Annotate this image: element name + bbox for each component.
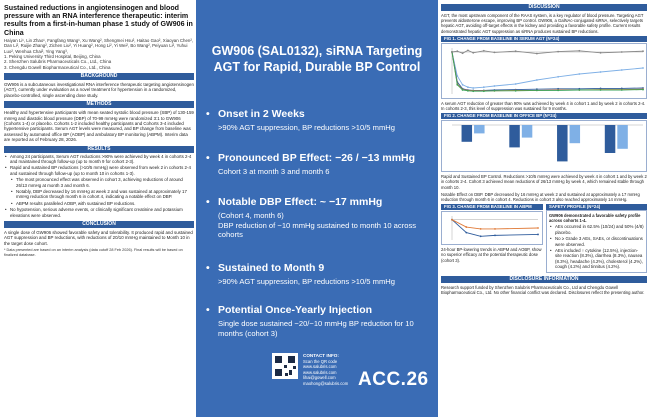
contact-line[interactable]: www.salubris.com	[303, 364, 337, 370]
fig3-chart	[441, 211, 543, 245]
fig3-text: 24-hour BP-lowering trends in ABPM and AOBP, show no superior efficacy at the potential therapeutic dose (cohort 3).	[441, 247, 542, 263]
series-line	[452, 52, 643, 91]
fig1-text: A serum AGT reduction of greater than 90% was achieved by week 4 in cohort 1 and by week 2 in cohorts 2-4. In cohorts 2-3, this level of suppression was sustained for 9 months.	[441, 100, 646, 112]
key-point-heading: • Onset in 2 Weeks	[206, 108, 432, 120]
results-heading: RESULTS	[4, 146, 194, 153]
data-point	[494, 85, 496, 87]
series-line	[452, 52, 643, 88]
fig3-heading: FIG 3. CHANGE FROM BASELINE IN ABPM	[441, 204, 543, 210]
data-point	[642, 67, 644, 69]
disclosure-heading: DISCLOSURE INFORMATION	[441, 276, 647, 283]
conference-logo: ACC.26	[358, 369, 429, 390]
fig2-heading: FIG 2. CHANGE FROM BASELINE IN OFFICE BP (N=24)	[441, 113, 647, 119]
safety-column	[546, 204, 647, 272]
author-list: Haiyan Li¹, Lin Zhao¹, Fangfang Wang¹, Xu Wang², Shengmei Hsu², Haitao Gao², Xiaoyan Chen², Dan Li², Ruijie Zhang², Zichen Liu², Yi Huang², Hong Li², Yi Wei², Bo Wang², Peiyuan Li², Yuhui Luo², Wenhua Chai², Ying Yang³,	[4, 37, 194, 54]
key-point-detail: (Cohort 4, month 6) DBP reduction of −10 mmHg sustained to month 10 across cohorts	[218, 211, 417, 240]
data-point	[621, 51, 623, 53]
data-point	[557, 89, 559, 91]
key-point-detail: >90% AGT suppression, BP reductions >10/5 mmHg	[218, 277, 396, 286]
data-point	[456, 84, 458, 86]
affiliation-1: 1. Peking University Third Hospital, Beijing, China	[4, 54, 101, 60]
data-point	[621, 69, 623, 71]
key-point-4	[206, 262, 432, 287]
safety-item: • AEs included ↑ cytokine (12.5%), injection-site reaction (8.3%), diarrhea (8.3%), nausea (8.3%), headache (4.2%), cholesterol (4.2%), cough (4.2%) and tinnitus (4.2%).	[549, 248, 644, 270]
data-point	[642, 50, 644, 52]
discussion-heading: DISCUSSION	[441, 4, 647, 11]
fig2-text-dbp: Notable Effect on DBP. DBP decreased by 16 mmHg at week 2 and sustained at approximately a 17 mmHg reduction through month 6 in cohort 4. Reductions in cohort 3 also reached approximately 14 mmHg.	[441, 191, 640, 203]
data-point	[642, 89, 644, 91]
data-point	[515, 50, 517, 52]
data-point	[465, 226, 467, 228]
data-point	[494, 235, 496, 237]
conclusion-heading: CONCLUSION	[4, 221, 194, 228]
bottom-row	[441, 204, 647, 272]
key-point-1	[206, 108, 432, 133]
data-point	[467, 90, 469, 92]
data-point	[451, 219, 453, 221]
key-findings-panel	[196, 0, 438, 417]
bar	[617, 125, 628, 149]
fig2-text: Rapid and Sustained BP Control. Reductions >10/5 mmHg were achieved by week 4 in cohort 1 and by week 2 in cohorts 2-4. Cohort 3 achieved mean reductions of 26/13 mmHg by week 4, which remained stable through month 10.	[441, 174, 647, 190]
result-subitem: • Notably, DBP decreased by 16 mmHg at week 2 and was sustained at approximately 17 mmHg reduction through month 6 in cohort 4, indicating a notable effect on DBP.	[4, 189, 194, 200]
data-point	[557, 51, 559, 53]
result-subitem: • The most pronounced effect was observed in cohort 3, achieving reductions of around 26/13 mmHg at month 3 and month 6.	[4, 177, 194, 188]
key-point-5	[206, 304, 432, 338]
footnotes: * Data presented are based on an interim analysis (data cutoff 28 Feb 2026). Final results will be based on finalized database.	[4, 248, 183, 257]
data-point	[462, 52, 464, 54]
fig1-chart	[441, 43, 647, 99]
bar	[605, 125, 616, 153]
qr-code[interactable]	[272, 353, 298, 379]
right-column	[441, 4, 647, 414]
contact-line: Scan the QR code	[303, 358, 338, 364]
affiliation-3: 3. Chengdu Gowell Biopharmaceutical Co., Ltd., China	[4, 64, 111, 70]
data-point	[494, 90, 496, 92]
background-text: GW906 is a subcutaneous investigational RNA interference therapeutic targeting angiotensinogen (AGT), currently under evaluation as a novel treatment for hypertension in a randomized, placebo-controlled, single ascending dose study.	[4, 81, 194, 98]
contact-heading: CONTACT INFO:	[303, 353, 339, 358]
safety-item: • No ≥ Grade 3 AEs, SAEs, or discontinuations were observed.	[549, 236, 644, 247]
fig2-chart	[441, 120, 647, 172]
contact-line[interactable]: maohong@salubris.com	[303, 380, 349, 386]
bar	[557, 125, 568, 161]
key-point-detail: Single dose sustained −20/−10 mmHg BP reduction for 10 months (cohort 3)	[218, 319, 414, 338]
safety-box	[546, 210, 647, 272]
data-point	[483, 86, 485, 88]
key-point-detail: Cohort 3 at month 3 and month 6	[218, 167, 330, 176]
key-point-detail: >90% AGT suppression, BP reductions >10/5 mmHg	[218, 123, 396, 132]
data-point	[472, 90, 474, 92]
data-point	[462, 89, 464, 91]
bar	[474, 125, 485, 133]
bar	[522, 125, 533, 138]
data-point	[480, 228, 482, 230]
data-point	[621, 89, 623, 91]
data-point	[472, 87, 474, 89]
contact-line[interactable]: lihai@gowell.com	[303, 375, 336, 381]
methods-text: Healthy and hypertensive participants with mean seated systolic blood pressure (SBP) of 130-159 mmHg and diastolic blood pressure (DBP) of 70-99 mmHg were randomized 3:1 to GW906 (Cohorts 1-4) or placebo. Cohorts 1-2 included healthy participants and Cohorts 3-4 included hypertensive participants. Serum AGT levels were measured, and BP change from baseline was assessed by automated office BP (AOBP) and ambulatory BP monitoring (ABPM). Interim data are reported as of February 28, 2026.	[4, 110, 194, 143]
key-point-2	[206, 152, 432, 177]
data-point	[600, 71, 602, 73]
data-point	[472, 52, 474, 54]
key-point-heading: • Sustained to Month 9	[206, 262, 432, 274]
data-point	[537, 234, 539, 236]
fig3-svg	[442, 212, 542, 246]
data-point	[465, 232, 467, 234]
fig2-svg	[442, 121, 647, 173]
data-point	[600, 52, 602, 54]
data-point	[515, 90, 517, 92]
data-point	[537, 227, 539, 229]
data-point	[536, 53, 538, 55]
data-point	[480, 236, 482, 238]
disclosure-text: Research support funded by Shenzhen Salubris Pharmaceuticals Co., Ltd and Chengdu Gowell Biopharmaceutical Co., Ltd. No other financial conflict was declared. Disclosures reflect the presenting author.	[441, 284, 645, 295]
contact-line[interactable]: www.salubris.com	[303, 369, 337, 375]
data-point	[462, 84, 464, 86]
data-point	[578, 73, 580, 75]
key-point-heading: • Pronounced BP Effect: −26 / −13 mmHg	[206, 152, 432, 164]
series-line	[452, 52, 643, 90]
bar	[509, 125, 520, 147]
bar	[462, 125, 473, 142]
bar	[570, 125, 581, 143]
background-heading: BACKGROUND	[4, 73, 194, 80]
data-point	[600, 89, 602, 91]
data-point	[456, 50, 458, 52]
data-point	[467, 49, 469, 51]
data-point	[451, 51, 453, 53]
key-point-3	[206, 196, 432, 240]
series-line	[452, 52, 643, 91]
result-item: • Rapid and sustained BP reductions (>10/5 mmHg) were observed from week 2 in cohorts 2-4 and sustained through follow-up (up to month 10 in cohorts 1-3).	[4, 165, 194, 176]
abpm-column	[441, 204, 543, 272]
contact-info	[303, 353, 348, 387]
data-point	[557, 76, 559, 78]
result-item: • No hypotension, serious adverse events, or clinically significant creatinine and potassium elevations were observed.	[4, 207, 194, 218]
series-line	[452, 220, 538, 229]
safety-intro: GW906 demonstrated a favorable safety profile across cohorts 1-4.	[549, 213, 641, 224]
data-point	[578, 50, 580, 52]
data-point	[467, 86, 469, 88]
data-point	[515, 83, 517, 85]
affiliation-2: 2. Shenzhen Salubris Pharmaceuticals Co., Ltd., China	[4, 59, 112, 65]
poster-title: Sustained reductions in angiotensinogen and blood pressure with an RNA interference therapeutic: interim results from a first-in-human phase 1 study of GW906 in China	[4, 4, 193, 37]
data-point	[578, 89, 580, 91]
result-item: • Among 24 participants, Serum AGT reductions >90% were achieved by week 4 in cohorts 2-4 and maintained through follow-up (up to month 9 for cohort 2-3).	[4, 154, 194, 165]
data-point	[536, 79, 538, 81]
drug-title: GW906 (SAL0132), siRNA Targeting AGT for Rapid, Durable BP Control	[211, 44, 423, 74]
data-point	[483, 90, 485, 92]
data-point	[483, 50, 485, 52]
data-point	[536, 89, 538, 91]
fig1-svg	[442, 44, 647, 100]
discussion-text: AGT, the most upstream component of the RAAS system, is a key regulator of blood pressure. Targeting AGT prevents aldosterone escape, improving BP control. GW906, a GalNAc-conjugated siRNA, selectively targets hepatic AGT, avoiding off-target effects in the kidney and providing a favorable safety profile. Current results demonstrated hepatic AGT suppression as siRNA produces sustained BP reductions.	[441, 13, 644, 34]
fig1-heading: FIG 1. CHANGE FROM BASELINE IN SERUM AGT (N=24)	[441, 36, 647, 42]
methods-heading: METHODS	[4, 101, 194, 108]
safety-item: • AEs occurred in 62.5% (10/24) and 50% (4/8) placebo.	[549, 224, 644, 235]
safety-heading: SAFETY PROFILE (N=24)	[546, 204, 647, 210]
data-point	[494, 51, 496, 53]
key-point-heading: • Notable DBP Effect: ~ −17 mmHg	[206, 196, 432, 208]
result-subitem: • ABPM results paralleled AOBP, with sustained BP reductions.	[4, 201, 194, 206]
left-column	[4, 4, 194, 414]
key-point-heading: • Potential Once-Yearly Injection	[206, 304, 432, 316]
data-point	[494, 228, 496, 230]
conclusion-text: A single dose of GW906 showed favorable safety and tolerability. It produced rapid and sustained AGT suppression and BP reductions, with reductions of 20/10 mmHg maintained to Month 10 in the target dose cohort.	[4, 230, 193, 246]
